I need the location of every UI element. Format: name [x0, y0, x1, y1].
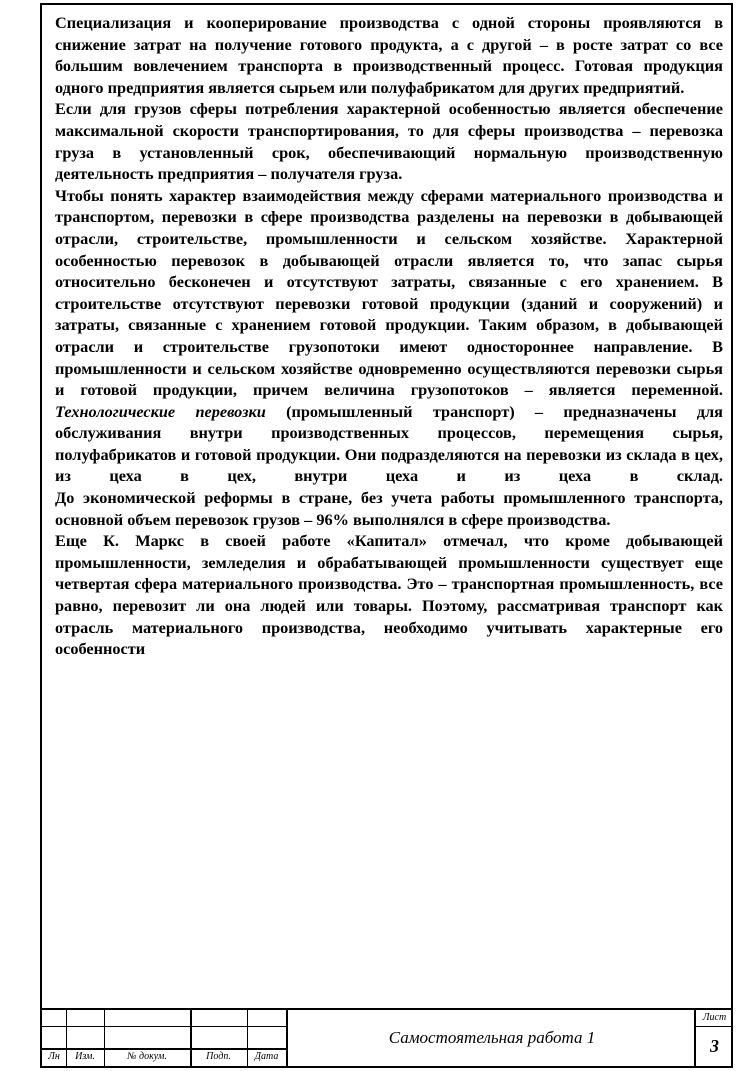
paragraph-economic-reform: До экономической реформы в стране, без учета работы промышленного транспорта, основной объем перевозок грузов – 96% выполнялся в сфере производства.: [55, 488, 723, 529]
col-label-document-number: № докум.: [127, 1051, 167, 1062]
paragraph-specialization: Специализация и кооперирование производства с одной стороны проявляются в снижение затрат на получение готового продукта, а с другой – в росте затрат со все большим вовлечением транспорта в производственный процесс. Готовая продукция одного предприятия является сырьем или полуфабрикатом для других предприятий.: [55, 13, 723, 97]
stamp-title: Самостоятельная работа 1: [286, 1010, 696, 1066]
sheet-label: Лист: [696, 1010, 733, 1027]
document-body: [55, 12, 723, 660]
document-sheet: [40, 3, 733, 1068]
revision-table: [42, 1010, 286, 1066]
paragraph-interaction-part2: (промышленный транспорт) – предназначены для обслуживания внутри производственных процессов, перемещения сырья, полуфабрикатов и готовой продукции. Они подразделяются на перевозки из склада в цех, из цеха в цех, внутри цеха и из цеха в склад.: [55, 401, 723, 486]
sheet-number: 3: [710, 1036, 719, 1056]
col-label-change: Изм.: [75, 1051, 95, 1062]
col-label-line-number: Лн: [48, 1051, 60, 1062]
stamp-row-line: [42, 1048, 286, 1050]
sheet-number-box: [694, 1010, 733, 1066]
paragraph-consumption-sphere: Если для грузов сферы потребления характерной особенностью является обеспечение максимальной скорости транспортирования, то для сферы производства – перевозка груза в установленный срок, обеспечивающий нормальную производственную деятельность предприятия – получателя груза.: [55, 99, 723, 184]
col-label-date: Дата: [254, 1051, 279, 1062]
col-label-signature: Подп.: [206, 1051, 231, 1062]
paragraph-interaction-part1: Чтобы понять характер взаимодействия между сферами материального производства и транспортом, перевозки в сфере производства разделены на перевозки в добывающей отрасли, строительстве, промышленности и сельском хозяйстве. Характерной особенностью перевозок в добывающей отрасли является то, что запас сырья относительно бесконечен и отсутствуют затраты, связанные с его хранением. В строительстве отсутствуют перевозки готовой продукции (зданий и сооружений) и затраты, связанные с хранением готовой продукции. Таким образом, в добывающей отрасли и строительстве грузопотоки имеют одностороннее направление. В промышленности и сельском хозяйстве одновременно осуществляются перевозки сырья и готовой продукции, причем величина грузопотоков – является переменной.: [55, 185, 723, 400]
paragraph-marx: Еще К. Маркс в своей работе «Капитал» отмечал, что кроме добывающей промышленности, земледелия и обрабатывающей промышленности существует еще четвертая сфера материального производства. Это – транспортная промышленность, все равно, перевозит ли она людей или товары. Поэтому, рассматривая транспорт как отрасль материального производства, необходимо учитывать характерные его особенности: [55, 531, 723, 659]
technological-transport-term: Технологические перевозки: [55, 401, 266, 421]
title-block-stamp: [42, 1008, 731, 1066]
paragraph-interaction: [55, 185, 723, 487]
stamp-row-line: [42, 1026, 286, 1027]
